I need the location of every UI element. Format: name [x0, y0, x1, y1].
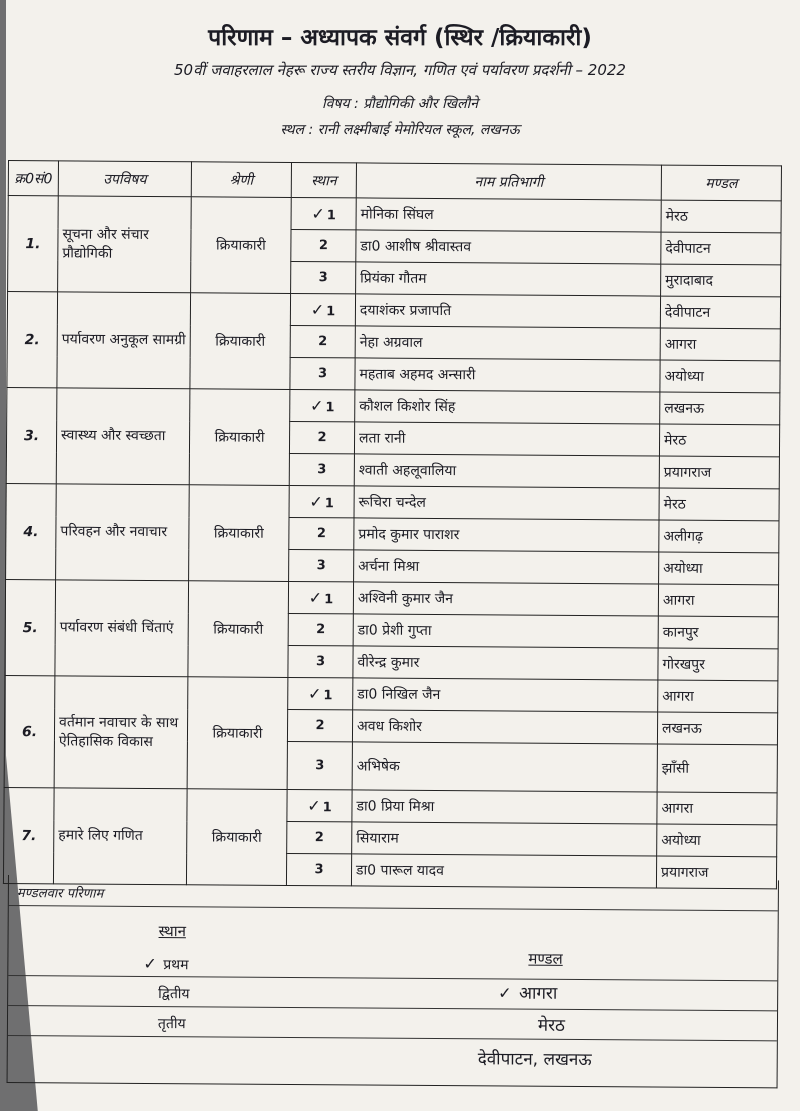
- serial-number-cell: 3.: [6, 387, 57, 483]
- participant-name-cell: डा0 निखिल जैन: [353, 678, 658, 712]
- division-cell: कानपुर: [658, 616, 778, 649]
- participant-name-cell: डा0 प्रिया मिश्रा: [352, 790, 657, 824]
- place-cell: [287, 821, 352, 853]
- participant-name-cell: लता रानी: [354, 422, 659, 456]
- place-value: 3: [317, 366, 328, 382]
- place-cell: [289, 485, 354, 517]
- table-row: [4, 787, 777, 824]
- subtopic-cell: हमारे लिए गणित: [53, 788, 187, 885]
- place-value: 3: [316, 558, 326, 574]
- summary-third-label: तृतीय: [157, 1016, 186, 1033]
- place-value: 1: [324, 592, 334, 608]
- place-value: 2: [315, 718, 325, 734]
- place-cell: [289, 421, 354, 453]
- place-value: 2: [316, 622, 326, 638]
- summary-row-line: [8, 975, 777, 981]
- participant-name-cell: मोनिका सिंघल: [356, 198, 661, 232]
- participant-name-cell: नेहा अग्रवाल: [355, 326, 660, 360]
- check-mark-icon: ✓: [310, 300, 325, 320]
- summary-divider: [9, 905, 778, 911]
- category-cell: क्रियाकारी: [190, 293, 291, 390]
- participant-name-cell: कौशल किशोर सिंह: [355, 390, 660, 424]
- column-header-serial: क्र0सं0: [8, 161, 58, 196]
- summary-row-line: [8, 1005, 777, 1011]
- division-cell: मेरठ: [659, 424, 779, 457]
- serial-number-cell: 7.: [3, 787, 54, 883]
- check-mark-icon: ✓: [307, 796, 321, 816]
- place-cell: [291, 261, 356, 293]
- division-cell: लखनऊ: [657, 712, 777, 745]
- participant-name-cell: अश्विनी कुमार जैन: [353, 582, 658, 616]
- participant-name-cell: रूचिरा चन्देल: [354, 486, 659, 520]
- serial-number-cell: 1.: [8, 196, 59, 292]
- participant-name-cell: दयाशंकर प्रजापति: [355, 294, 660, 328]
- summary-division-header: मण्डल: [528, 949, 563, 968]
- serial-number-cell: 4.: [6, 483, 57, 579]
- place-cell: [289, 549, 354, 581]
- division-cell: देवीपाटन: [660, 296, 780, 329]
- exhibition-subtitle: 50वीं जवाहरलाल नेहरू राज्य स्तरीय विज्ञान, गणित एवं पर्यावरण प्रदर्शनी – 2022: [174, 61, 626, 79]
- place-cell: [290, 293, 355, 325]
- participant-name-cell: डा0 पारूल यादव: [351, 854, 656, 888]
- check-mark-icon: ✓: [309, 492, 323, 512]
- serial-number-cell: 2.: [7, 292, 58, 388]
- check-mark-icon: ✓: [143, 953, 157, 974]
- category-cell: क्रियाकारी: [187, 677, 288, 790]
- division-cell: प्रयागराज: [656, 856, 776, 889]
- table-row: [7, 387, 780, 424]
- place-value: 2: [318, 334, 328, 350]
- category-cell: क्रियाकारी: [189, 485, 290, 582]
- place-value: 2: [316, 526, 326, 542]
- summary-second-value: मेरठ: [537, 1015, 566, 1036]
- place-cell: [289, 517, 354, 549]
- category-cell: क्रियाकारी: [188, 581, 289, 678]
- division-cell: आगरा: [658, 584, 778, 617]
- participant-name-cell: अभिषेक: [352, 742, 657, 792]
- division-cell: अयोध्या: [657, 824, 777, 857]
- table-row: [5, 579, 778, 616]
- division-cell: अयोध्या: [660, 360, 780, 393]
- category-cell: क्रियाकारी: [191, 197, 292, 294]
- division-cell: मेरठ: [659, 488, 779, 521]
- serial-number-cell: 6.: [4, 675, 55, 787]
- category-cell: क्रियाकारी: [189, 389, 290, 486]
- division-cell: मुरादाबाद: [661, 264, 781, 297]
- division-cell: मेरठ: [661, 200, 781, 233]
- place-value: 3: [315, 654, 326, 670]
- column-header-division: मण्डल: [661, 165, 781, 201]
- participant-name-cell: डा0 आशीष श्रीवास्तव: [356, 230, 661, 264]
- subtopic-cell: स्वास्थ्य और स्वच्छता: [56, 388, 190, 485]
- division-cell: लखनऊ: [660, 392, 780, 425]
- summary-title: मण्डलवार परिणाम: [16, 886, 104, 902]
- division-cell: आगरा: [660, 328, 780, 361]
- page-title: परिणाम – अध्यापक संवर्ग (स्थिर /क्रियाकारी): [208, 25, 592, 51]
- division-cell: प्रयागराज: [659, 456, 779, 489]
- check-mark-icon: ✓: [311, 204, 325, 224]
- place-value: 1: [322, 800, 332, 816]
- place-cell: [287, 789, 352, 821]
- table-header-row: [8, 161, 781, 201]
- place-value: 2: [317, 430, 327, 446]
- table-row: [5, 675, 778, 712]
- division-cell: आगरा: [658, 680, 778, 713]
- division-cell: अलीगढ़: [659, 520, 779, 553]
- check-mark-icon: ✓: [308, 588, 323, 608]
- column-header-category: श्रेणी: [191, 162, 291, 198]
- place-value: 3: [315, 758, 325, 774]
- place-value: 3: [314, 862, 324, 878]
- place-value: 2: [314, 830, 324, 846]
- division-cell: देवीपाटन: [661, 232, 781, 265]
- place-cell: [290, 357, 355, 389]
- check-mark-icon: ✓: [307, 684, 322, 704]
- participant-name-cell: डा0 प्रेशी गुप्ता: [353, 614, 658, 648]
- table-row: [6, 483, 779, 520]
- division-cell: अयोध्या: [659, 552, 779, 585]
- participant-name-cell: वीरेन्द्र कुमार: [353, 646, 658, 680]
- place-value: 3: [317, 462, 327, 478]
- results-table: [3, 160, 782, 889]
- category-cell: क्रियाकारी: [186, 789, 287, 886]
- place-value: 1: [324, 496, 334, 512]
- results-body: [3, 196, 781, 889]
- subtopic-cell: सूचना और संचार प्रौद्योगिकी: [58, 196, 192, 293]
- division-cell: झाँसी: [657, 744, 777, 793]
- place-cell: [290, 389, 355, 421]
- summary-first-value-row: [498, 980, 557, 1003]
- place-value: 1: [326, 304, 336, 320]
- participant-name-cell: प्रियंका गौतम: [356, 262, 661, 296]
- place-cell: [290, 325, 355, 357]
- subject-line: विषय : प्रौद्योगिकी और खिलौने: [321, 96, 479, 112]
- serial-number-cell: 5.: [5, 579, 56, 675]
- place-value: 1: [325, 400, 335, 416]
- place-cell: [288, 581, 353, 613]
- participant-name-cell: महताब अहमद अन्सारी: [355, 358, 660, 392]
- participant-name-cell: अर्चना मिश्रा: [354, 550, 659, 584]
- place-cell: [288, 677, 353, 709]
- summary-third-value: देवीपाटन, लखनऊ: [477, 1049, 592, 1071]
- place-cell: [288, 613, 353, 645]
- subtopic-cell: पर्यावरण अनुकूल सामग्री: [57, 292, 191, 389]
- division-cell: गोरखपुर: [658, 648, 778, 681]
- column-header-place: स्थान: [291, 162, 356, 197]
- place-cell: [291, 229, 356, 261]
- check-mark-icon: ✓: [309, 396, 324, 416]
- place-value: 3: [318, 270, 328, 286]
- place-value: 1: [326, 208, 336, 224]
- division-summary: [7, 875, 779, 1088]
- table-row: [8, 196, 781, 233]
- division-cell: आगरा: [657, 792, 777, 825]
- participant-name-cell: अवध किशोर: [352, 710, 657, 744]
- check-mark-icon: ✓: [498, 983, 512, 1003]
- participant-name-cell: सियाराम: [352, 822, 657, 856]
- summary-place-header: स्थान: [158, 922, 187, 941]
- summary-row-line: [8, 1035, 777, 1041]
- place-cell: [288, 645, 353, 677]
- venue-line: स्थल : रानी लक्ष्मीबाई मेमोरियल स्कूल, लखनऊ: [280, 122, 520, 138]
- summary-first-value: आगरा: [518, 983, 558, 1004]
- place-cell: [291, 197, 356, 229]
- place-value: 1: [323, 688, 333, 704]
- column-header-participant: नाम प्रतिभागी: [356, 163, 661, 200]
- summary-second-label: द्वितीय: [158, 986, 190, 1003]
- subtopic-cell: पर्यावरण संबंधी चिंताएं: [55, 580, 189, 677]
- column-header-subtopic: उपविषय: [58, 161, 191, 197]
- place-cell: [287, 741, 352, 789]
- table-row: [7, 292, 780, 329]
- place-value: 2: [318, 238, 328, 254]
- summary-first-row: [143, 954, 188, 974]
- participant-name-cell: श्वाती अहलूवालिया: [354, 454, 659, 488]
- place-cell: [289, 453, 354, 485]
- place-cell: [287, 709, 352, 741]
- summary-first-label: प्रथम: [163, 957, 189, 974]
- subtopic-cell: वर्तमान नवाचार के साथ ऐतिहासिक विकास: [54, 676, 188, 789]
- subtopic-cell: परिवहन और नवाचार: [56, 484, 190, 581]
- participant-name-cell: प्रमोद कुमार पाराशर: [354, 518, 659, 552]
